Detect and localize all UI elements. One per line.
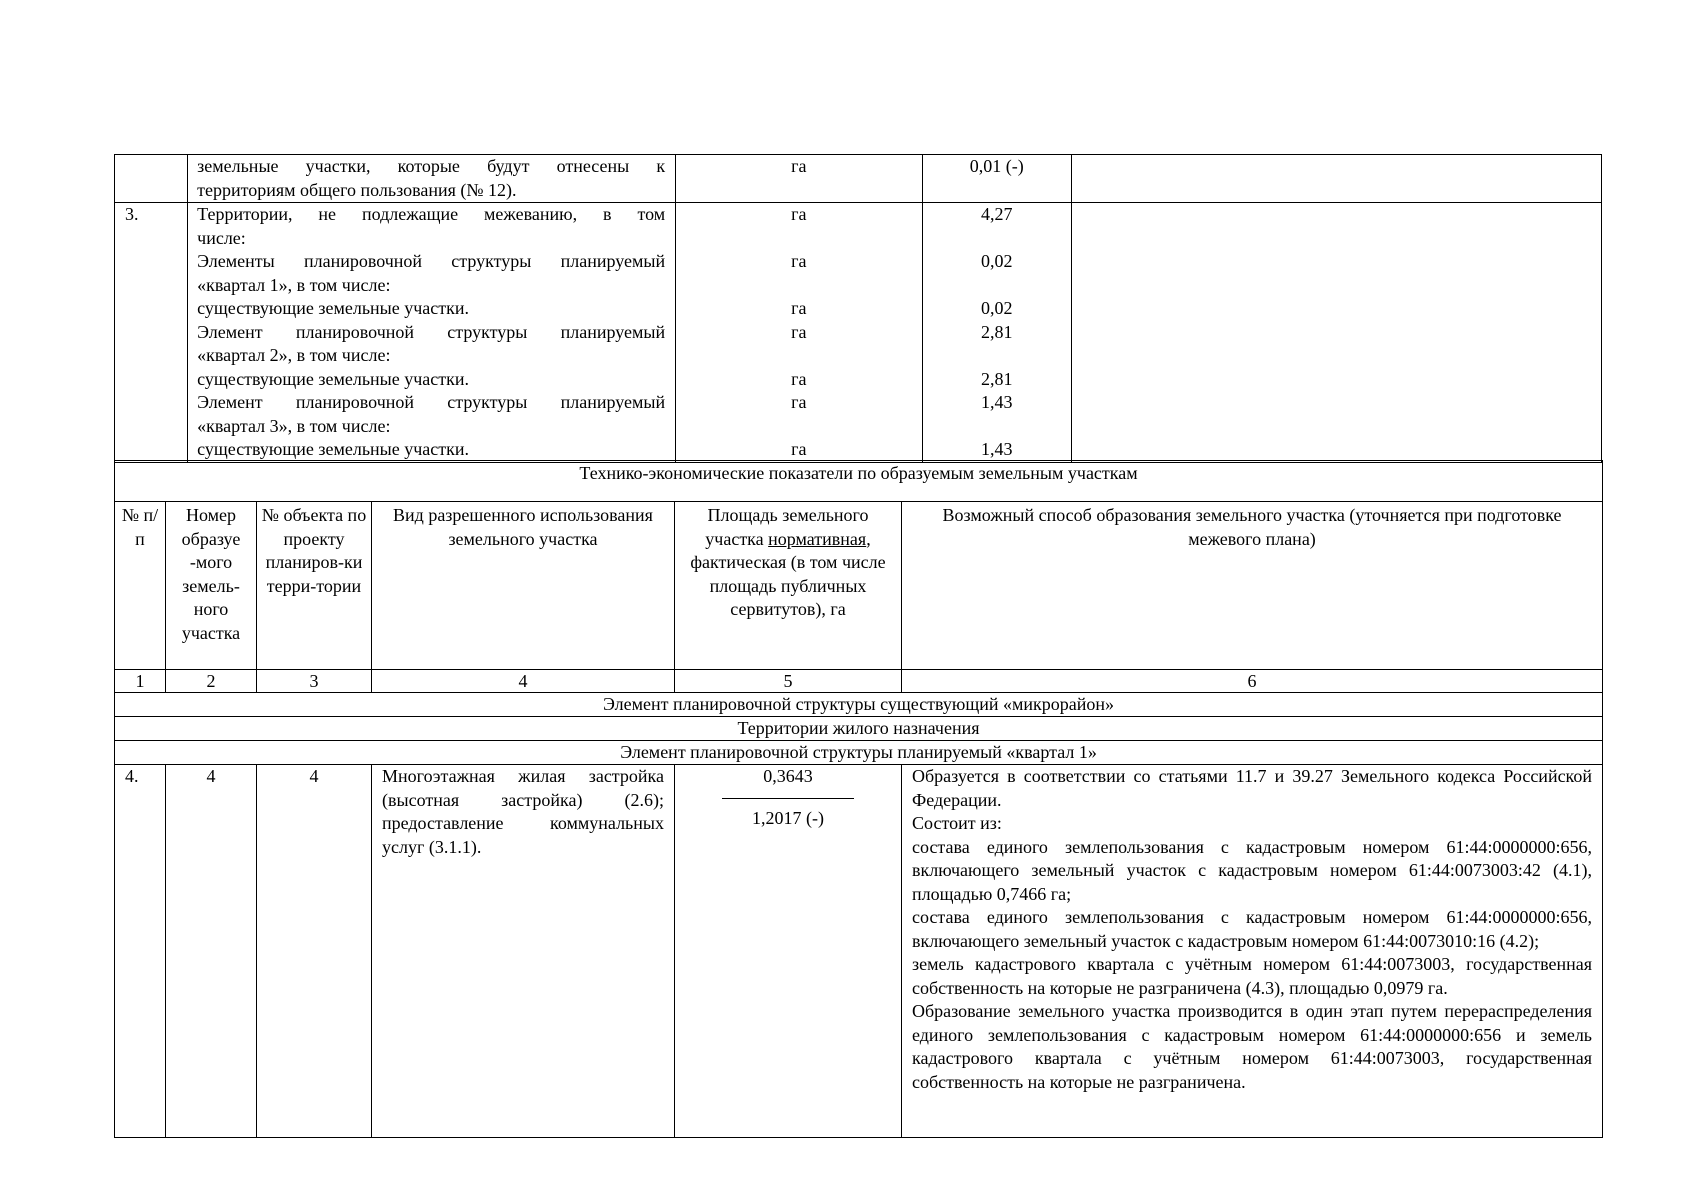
row-note	[1071, 203, 1601, 463]
row-value	[922, 203, 1071, 463]
header-area-normative: нормативная	[768, 528, 867, 549]
text-line: существующие земельные участки.	[197, 298, 470, 318]
spacer	[923, 344, 1071, 368]
spacer	[923, 415, 1071, 439]
text-line: земельные участки, которые будут отнесены к	[197, 156, 666, 176]
text-line: 4,27	[981, 204, 1013, 224]
header-area-comma: ,	[866, 528, 871, 549]
section-heading: Элемент планировочной структуры планируемый «квартал 1»	[115, 741, 1603, 765]
text-line: территориям общего пользования (№ 12).	[197, 179, 517, 200]
land-plots-table	[114, 460, 1603, 1138]
column-number: 3	[257, 670, 372, 693]
header-permitted-use: Вид разрешенного использования земельного участка	[372, 502, 675, 670]
header-area	[675, 502, 902, 670]
method-line: состава единого землепользования с кадастровым номером 61:44:0000000:656, включающего земельный участок с кадастровым номером 61:44:0073010:16 (4.2);	[912, 907, 1593, 951]
table-row	[115, 203, 1602, 463]
section-row	[115, 741, 1603, 765]
header-number: № п/п	[115, 502, 166, 670]
row-unit	[676, 155, 922, 203]
text-line: «квартал 2», в том числе:	[197, 345, 391, 365]
text-line: Элементы планировочной структуры планируемый	[197, 251, 666, 271]
text-line: Элемент планировочной структуры планируемый	[197, 392, 666, 412]
spacer	[923, 274, 1071, 298]
table-header-row	[115, 502, 1603, 670]
method-line: Образуется в соответствии со статьями 11.7 и 39.27 Земельного кодекса Российской Федерации.	[912, 766, 1593, 810]
section-heading: Элемент планировочной структуры существующий «микрорайон»	[115, 693, 1603, 717]
column-number: 4	[372, 670, 675, 693]
row-name	[188, 155, 676, 203]
spacer	[676, 344, 921, 368]
plot-number: 4	[166, 765, 257, 1138]
header-area-text: Площадь земельного участка	[705, 505, 869, 549]
text-line: Территории, не подлежащие межеванию, в том	[197, 204, 666, 224]
object-number: 4	[257, 765, 372, 1138]
row-name	[188, 203, 676, 463]
text-line: числе:	[197, 227, 246, 248]
column-number: 6	[902, 670, 1603, 693]
spacer	[923, 227, 1071, 251]
text-line: га	[791, 368, 807, 389]
text-line: 0,02	[981, 298, 1013, 318]
text-line: га	[791, 298, 807, 318]
text-line: Элемент планировочной структуры планируемый	[197, 321, 666, 342]
permitted-use: Многоэтажная жилая застройка (высотная застройка) (2.6); предоставление коммунальных услуг (3.1.1).	[372, 765, 675, 1138]
row-note	[1071, 155, 1601, 203]
text-line: га	[791, 156, 807, 176]
row-number	[115, 155, 188, 203]
table-caption-row	[115, 461, 1603, 502]
text-line: га	[791, 251, 807, 271]
column-number: 2	[166, 670, 257, 693]
method-line: земель кадастрового квартала с учётным номером 61:44:0073003, государственная собственность на которые не разграничена (4.3), площадью 0,0979 га.	[912, 954, 1593, 998]
text-line: га	[791, 204, 807, 224]
text-line: 1,43	[981, 439, 1013, 459]
column-number: 5	[675, 670, 902, 693]
header-area-actual: фактическая (в том числе площадь публичных сервитутов), га	[690, 552, 886, 619]
text-line: 0,01 (-)	[969, 156, 1024, 176]
plot-area	[675, 765, 902, 1138]
method-line: состава единого землепользования с кадастровым номером 61:44:0000000:656, включающего земельный участок с кадастровым номером 61:44:0073003:42 (4.1), площадью 0,7466 га;	[912, 836, 1593, 904]
text-line: «квартал 1», в том числе:	[197, 274, 391, 295]
table-row	[115, 765, 1603, 1138]
text-line: 2,81	[981, 368, 1013, 389]
text-line: 2,81	[981, 321, 1013, 342]
header-formation-method: Возможный способ образования земельного участка (уточняется при подготовке межевого плана)	[902, 502, 1603, 670]
formation-method	[902, 765, 1603, 1138]
text-line: 1,43	[981, 392, 1013, 412]
text-line: га	[791, 439, 807, 459]
table-caption: Технико-экономические показатели по образуемым земельным участкам	[115, 461, 1603, 502]
header-object-number: № объекта по проекту планиров-ки терри-тории	[257, 502, 372, 670]
territory-balance-table	[114, 154, 1602, 463]
spacer	[676, 274, 921, 298]
text-line: существующие земельные участки.	[197, 368, 470, 389]
text-line: существующие земельные участки.	[197, 439, 470, 459]
text-line: «квартал 3», в том числе:	[197, 415, 391, 436]
method-line: Образование земельного участка производится в один этап путем перераспределения единого землепользования с кадастровым номером 61:44:0000000:656 и земель кадастрового квартала с учётным номером 61:44:0073003, государственная собственность на которые не разграничена.	[912, 1001, 1593, 1092]
row-value	[922, 155, 1071, 203]
table-row	[115, 155, 1602, 203]
method-line: Состоит из:	[912, 813, 1002, 833]
area-normative: 0,3643	[722, 765, 854, 799]
spacer	[676, 227, 921, 251]
section-row	[115, 693, 1603, 717]
row-number: 4.	[115, 765, 166, 1138]
spacer	[676, 415, 921, 439]
column-numbers-row	[115, 670, 1603, 693]
section-heading: Территории жилого назначения	[115, 717, 1603, 741]
text-line: га	[791, 392, 807, 412]
section-row	[115, 717, 1603, 741]
header-plot-number: Номер образуе -мого земель-ного участка	[166, 502, 257, 670]
row-number: 3.	[115, 203, 188, 463]
area-actual: 1,2017 (-)	[752, 807, 824, 828]
text-line: 0,02	[981, 251, 1013, 271]
row-unit	[676, 203, 922, 463]
text-line: га	[791, 321, 807, 342]
column-number: 1	[115, 670, 166, 693]
